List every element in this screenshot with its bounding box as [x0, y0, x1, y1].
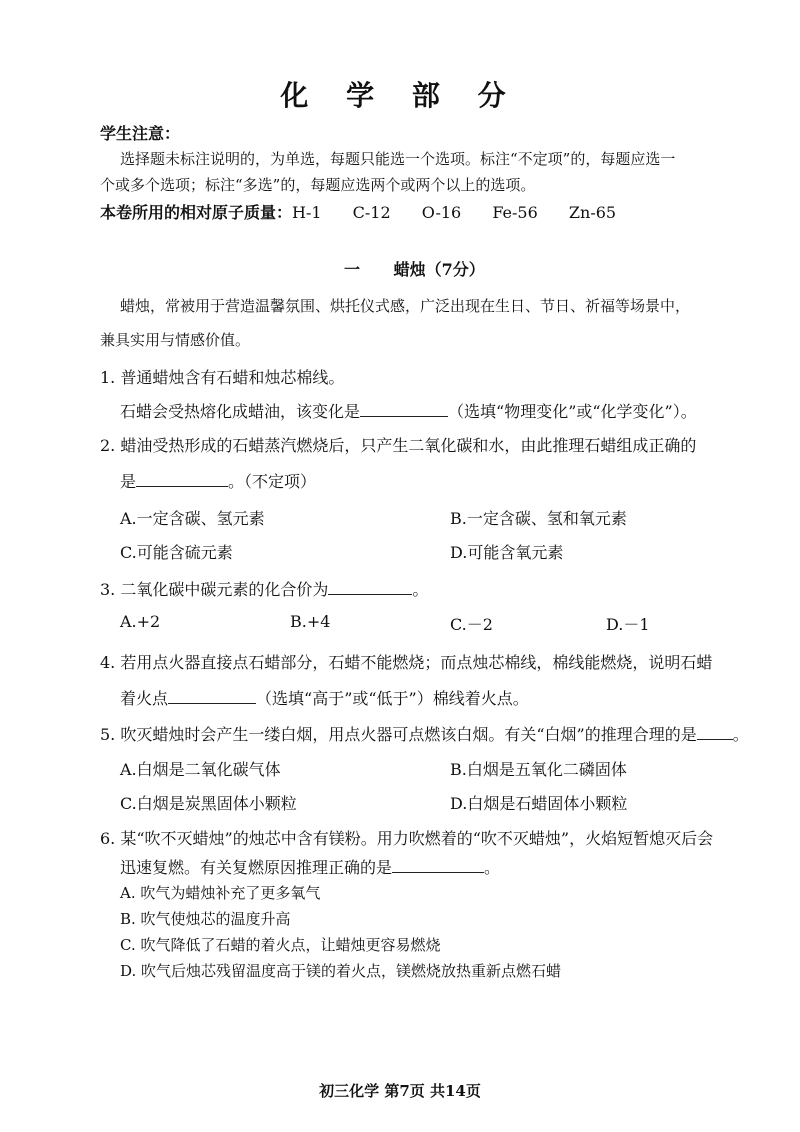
- q1-answer-blank[interactable]: [360, 402, 448, 417]
- q1-number: 1.: [100, 368, 116, 387]
- atomic-mass-label: 本卷所用的相对原子质量：: [100, 203, 293, 222]
- q6-option-c: C. 吹气降低了石蜡的着火点，让蜡烛更容易燃烧: [120, 936, 441, 954]
- q6-option-a: A. 吹气为蜡烛补充了更多氧气: [120, 884, 321, 902]
- section-number: 一: [344, 260, 361, 279]
- q4-number: 4.: [100, 653, 116, 672]
- q3-stem: 二氧化碳中碳元素的化合价为: [120, 580, 329, 599]
- q3-number: 3.: [100, 580, 116, 599]
- q3-option-a: A.+2: [120, 612, 161, 631]
- section-intro-line-1: 蜡烛，常被用于营造温馨氛围、烘托仪式感，广泛出现在生日、节日、祈福等场景中，: [120, 297, 691, 315]
- q6-number: 6.: [100, 829, 116, 848]
- q2-option-a: A.一定含碳、氢元素: [120, 509, 265, 528]
- q2-answer-blank[interactable]: [136, 472, 228, 487]
- q2-text-b: 。（不定项）: [228, 472, 317, 491]
- q1-text-a: 石蜡会受热熔化成蜡油，该变化是: [120, 402, 361, 421]
- q4-line-1: [100, 650, 712, 673]
- q3-option-b: B.+4: [290, 612, 331, 631]
- q2-text-a: 是: [120, 472, 137, 491]
- q3-line: [100, 577, 428, 600]
- q4-text-a: 着火点: [120, 689, 169, 708]
- q6-text-a: 迅速复燃。有关复燃原因推理正确的是: [120, 858, 393, 877]
- q4-text-b: （选填“高于”或“低于”）棉线着火点。: [256, 689, 529, 708]
- page-title: 化 学 部 分: [280, 79, 520, 112]
- q4-stem: 若用点火器直接点石蜡部分，石蜡不能燃烧；而点烛芯棉线，棉线能燃烧，说明石蜡: [120, 653, 713, 672]
- q2-option-d: D.可能含氧元素: [450, 543, 564, 562]
- notice-line-2: 个或多个选项；标注“多选”的，每题应选两个或两个以上的选项。: [100, 176, 536, 194]
- notice-line-1: 选择题未标注说明的，为单选，每题只能选一个选项。标注“不定项”的，每题应选一: [120, 150, 676, 168]
- section-title: 蜡烛（7分）: [393, 260, 485, 279]
- q6-line-2: [120, 855, 500, 878]
- q6-stem: 某“吹不灭蜡烛”的烛芯中含有镁粉。用力吹燃着的“吹不灭蜡烛”，火焰短暂熄灭后会: [120, 829, 714, 848]
- q4-answer-blank[interactable]: [168, 689, 256, 704]
- atomic-mass-h: H-1: [292, 203, 322, 222]
- atomic-mass-c: C-12: [352, 203, 391, 222]
- q2-line-1: [100, 433, 696, 456]
- atomic-mass-fe: Fe-56: [492, 203, 538, 222]
- q2-line-2: [120, 469, 316, 492]
- page-footer: 初三化学 第7页 共14页: [319, 1082, 481, 1100]
- q5-option-d: D.白烟是石蜡固体小颗粒: [450, 794, 628, 813]
- q6-option-d: D. 吹气后烛芯残留温度高于镁的着火点，镁燃烧放热重新点燃石蜡: [120, 962, 562, 980]
- q5-option-c: C.白烟是炭黑固体小颗粒: [120, 794, 297, 813]
- q1-line-1: [100, 365, 344, 388]
- q2-option-b: B.一定含碳、氢和氧元素: [450, 509, 627, 528]
- q3-option-c: C.－2: [450, 615, 493, 634]
- q5-option-a: A.白烟是二氧化碳气体: [120, 760, 281, 779]
- q5-number: 5.: [100, 725, 116, 744]
- q2-number: 2.: [100, 436, 116, 455]
- q5-line: [100, 722, 749, 745]
- q4-line-2: [120, 686, 529, 709]
- q5-answer-blank[interactable]: [697, 725, 733, 740]
- atomic-mass-zn: Zn-65: [568, 203, 617, 222]
- q6-text-b: 。: [484, 858, 501, 877]
- q3-answer-blank[interactable]: [328, 580, 412, 595]
- atomic-mass-o: O-16: [421, 203, 462, 222]
- section-header: [344, 257, 485, 280]
- q2-option-c: C.可能含硫元素: [120, 543, 233, 562]
- q3-option-d: D.－1: [606, 615, 650, 634]
- q6-option-b: B. 吹气使烛芯的温度升高: [120, 910, 291, 928]
- q6-line-1: [100, 826, 713, 849]
- q6-answer-blank[interactable]: [392, 858, 484, 873]
- atomic-mass-row: [100, 200, 616, 223]
- section-intro-line-2: 兼具实用与情感价值。: [100, 331, 251, 349]
- q2-stem: 蜡油受热形成的石蜡蒸汽燃烧后，只产生二氧化碳和水，由此推理石蜡组成正确的: [120, 436, 697, 455]
- q3-end: 。: [412, 580, 429, 599]
- notice-heading: 学生注意：: [100, 124, 181, 143]
- q5-stem: 吹灭蜡烛时会产生一缕白烟，用点火器可点燃该白烟。有关“白烟”的推理合理的是: [120, 725, 697, 744]
- q5-option-b: B.白烟是五氧化二磷固体: [450, 760, 627, 779]
- q5-end: 。: [732, 725, 749, 744]
- q1-text-b: （选填“物理变化”或“化学变化”）。: [448, 402, 697, 421]
- q1-line-2: [120, 399, 697, 422]
- q1-stem: 普通蜡烛含有石蜡和烛芯棉线。: [120, 368, 345, 387]
